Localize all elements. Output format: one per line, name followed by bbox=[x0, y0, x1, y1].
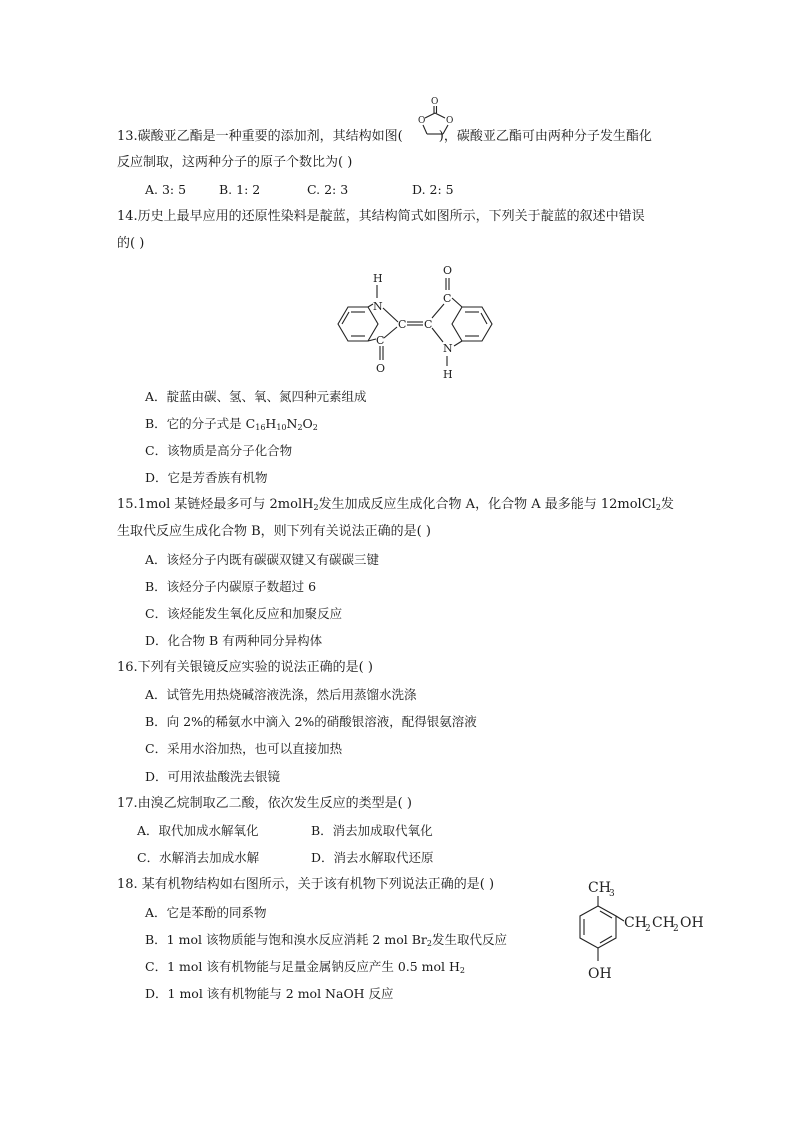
svg-text:C: C bbox=[424, 318, 433, 331]
svg-text:2: 2 bbox=[673, 924, 679, 934]
q14-line2: 的( ) bbox=[117, 236, 145, 251]
q15-line2: 生取代反应生成化合物 B，则下列有关说法正确的是( ) bbox=[117, 524, 431, 539]
q13-option-a[interactable]: A. 3: 5 bbox=[145, 182, 187, 197]
svg-text:O: O bbox=[418, 116, 426, 126]
phenol-derivative-structure bbox=[560, 874, 720, 986]
q16-option-b[interactable]: B．向 2%的稀氨水中滴入 2%的硝酸银溶液，配得银氨溶液 bbox=[145, 714, 477, 729]
svg-text:O: O bbox=[443, 264, 453, 277]
q15-option-a[interactable]: A．该烃分子内既有碳碳双键又有碳碳三键 bbox=[145, 552, 380, 567]
q14-line1: 14.历史上最早应用的还原性染料是靛蓝，其结构简式如图所示，下列关于靛蓝的叙述中错误 bbox=[117, 209, 645, 224]
ethylene-carbonate-structure bbox=[412, 96, 458, 140]
q14-option-b[interactable]: B．它的分子式是 $C_{16}H_{10}N_2O_2$ bbox=[145, 416, 318, 432]
svg-text:H: H bbox=[373, 272, 383, 285]
q14-option-d[interactable]: D．它是芳香族有机物 bbox=[145, 470, 268, 485]
svg-text:3: 3 bbox=[609, 889, 615, 899]
q15-option-c[interactable]: C．该烃能发生氧化反应和加聚反应 bbox=[145, 606, 343, 621]
svg-text:O: O bbox=[376, 362, 386, 375]
q17-option-b[interactable]: B．消去加成取代氧化 bbox=[311, 823, 433, 838]
svg-text:CH: CH bbox=[652, 915, 675, 931]
q18-option-a[interactable]: A．它是苯酚的同系物 bbox=[145, 905, 267, 920]
svg-text:2: 2 bbox=[645, 924, 651, 934]
q15-option-d[interactable]: D．化合物 B 有两种同分异构体 bbox=[145, 633, 323, 648]
q14-option-a[interactable]: A．靛蓝由碳、氢、氧、氮四种元素组成 bbox=[145, 389, 367, 404]
svg-text:N: N bbox=[443, 342, 453, 355]
q17-option-a[interactable]: A．取代加成水解氧化 bbox=[137, 823, 259, 838]
svg-text:C: C bbox=[398, 318, 407, 331]
q16-line1: 16.下列有关银镜反应实验的说法正确的是( ) bbox=[117, 660, 373, 675]
q18-option-b[interactable]: B．1 mol 该物质能与饱和溴水反应消耗 2 mol $Br_2$发生取代反应 bbox=[145, 932, 507, 948]
q17-option-c[interactable]: C．水解消去加成水解 bbox=[137, 850, 260, 865]
q13-option-d[interactable]: D. 2: 5 bbox=[412, 182, 454, 197]
indigo-structure bbox=[330, 262, 500, 382]
svg-text:CH: CH bbox=[588, 880, 611, 896]
q15-option-b[interactable]: B．该烃分子内碳原子数超过 6 bbox=[145, 579, 317, 594]
svg-text:O: O bbox=[446, 116, 454, 126]
q13-line1: 13.碳酸亚乙酯是一种重要的添加剂，其结构如图( )，碳酸亚乙酯可由两种分子发生酯化 bbox=[117, 129, 652, 144]
svg-text:O: O bbox=[431, 97, 439, 107]
q16-option-c[interactable]: C．采用水浴加热，也可以直接加热 bbox=[145, 741, 343, 756]
q16-option-d[interactable]: D．可用浓盐酸洗去银镜 bbox=[145, 769, 281, 784]
q13-option-c[interactable]: C. 2: 3 bbox=[307, 182, 349, 197]
q17-line1: 17.由溴乙烷制取乙二酸，依次发生反应的类型是( ) bbox=[117, 796, 412, 811]
svg-text:C: C bbox=[443, 292, 452, 305]
q18-option-d[interactable]: D．1 mol 该有机物能与 2 mol NaOH 反应 bbox=[145, 986, 394, 1001]
svg-text:C: C bbox=[376, 334, 385, 347]
q18-line1: 18. 某有机物结构如右图所示，关于该有机物下列说法正确的是( ) bbox=[117, 877, 495, 892]
svg-text:OH: OH bbox=[680, 915, 704, 931]
q13-option-b[interactable]: B. 1: 2 bbox=[219, 182, 261, 197]
q14-option-c[interactable]: C．该物质是高分子化合物 bbox=[145, 443, 293, 458]
q16-option-a[interactable]: A．试管先用热烧碱溶液洗涤，然后用蒸馏水洗涤 bbox=[145, 687, 417, 702]
svg-text:OH: OH bbox=[588, 966, 612, 982]
q13-line2: 反应制取，这两种分子的原子个数比为( ) bbox=[117, 155, 353, 170]
svg-text:H: H bbox=[443, 368, 453, 381]
q15-line1: 15.1mol 某链烃最多可与 2molH$_2$发生加成反应生成化合物 A，化合物 A 最多能与 12molCl$_2$发 bbox=[117, 497, 674, 512]
svg-text:CH: CH bbox=[624, 915, 647, 931]
svg-text:N: N bbox=[373, 300, 383, 313]
q18-option-c[interactable]: C．1 mol 该有机物能与足量金属钠反应产生 0.5 mol $H_2$ bbox=[145, 959, 466, 975]
q17-option-d[interactable]: D．消去水解取代还原 bbox=[311, 850, 434, 865]
